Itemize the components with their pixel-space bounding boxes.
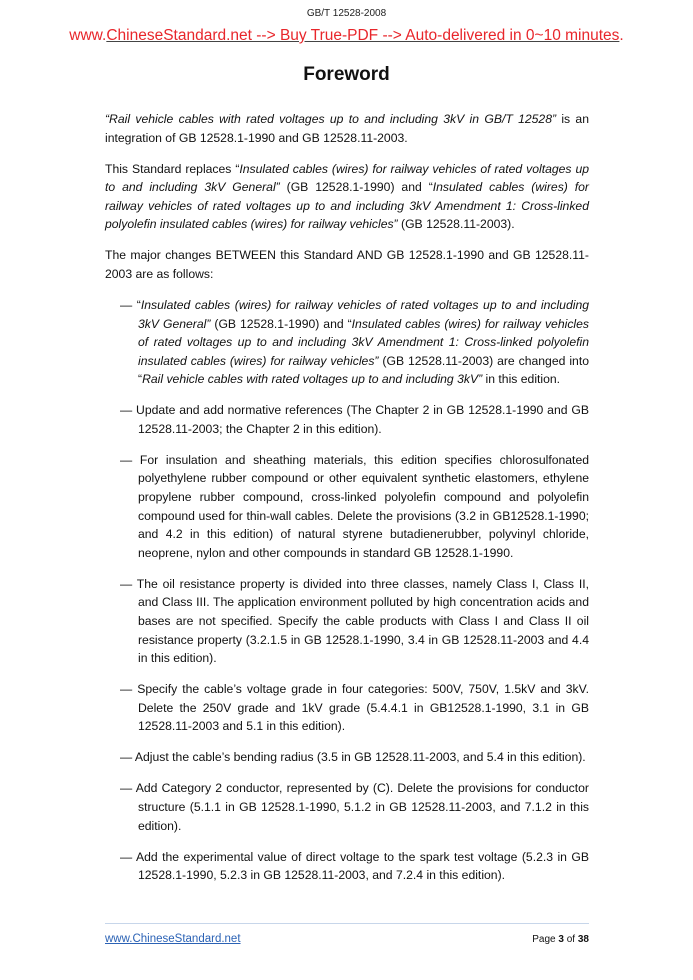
text: — The oil resistance property is divided into three classes, namely Class I, Class II, and Class III. The application environment polluted by high concentration acids and bases are not specified. Specify the cable products with Class I and Class II oil resistance property (3.2.1.5 in GB 12528.1-1990, 3.4 in GB 12528.11-2003 and 4.4 in this edition). xyxy=(120,576,589,666)
text: (GB 12528.11-2003). xyxy=(397,217,515,232)
italic-text: Insulated cables (wires) for railway vehicles of rated voltages up to and including 3kV General” xyxy=(138,297,590,331)
text: — For insulation and sheathing materials, this edition specifies chlorosulfonated polyethylene rubber compound or other equivalent synthetic elastomers, ethylene propylene rubber compound, cross-linked polyolefin compound and polyolefin compound used for thin-wall cables. Delete the provisions (3.2 in GB12528.1-1990; and 4.2 in this edition) of natural styrene butadienerubber, polyvinyl chloride, neoprene, nylon and other compounds in standard GB 12528.1-1990. xyxy=(120,452,589,560)
page-total: 38 xyxy=(577,934,589,945)
text: This Standard replaces “ xyxy=(105,161,240,176)
bullet-item xyxy=(105,575,589,668)
bullet-item xyxy=(105,296,589,389)
promo-banner[interactable] xyxy=(0,27,693,45)
paragraph xyxy=(105,246,589,283)
banner-prefix: www. xyxy=(69,27,107,44)
italic-text: “Rail vehicle cables with rated voltages up to and including 3kV in GB/T 12528” xyxy=(105,112,557,126)
text: is an integration of GB 12528.1-1990 and GB 12528.11-2003. xyxy=(105,112,589,145)
text: — Update and add normative references (The Chapter 2 in GB 12528.1-1990 and GB 12528.11-2003; the Chapter 2 in this edition). xyxy=(120,403,589,436)
document-body xyxy=(105,110,589,897)
page-prefix: Page xyxy=(532,934,559,945)
text: — Adjust the cable’s bending radius (3.5 in GB 12528.11-2003, and 5.4 in this edition). xyxy=(120,750,586,765)
banner-suffix: . xyxy=(619,27,624,44)
page-current: 3 xyxy=(558,934,564,945)
bullet-item xyxy=(105,779,589,835)
page-number xyxy=(532,934,589,945)
bullet-item xyxy=(105,748,589,767)
banner-link[interactable]: ChineseStandard.net --> Buy True-PDF --> Auto-delivered in 0~10 minutes xyxy=(106,27,620,44)
text: — Specify the cable’s voltage grade in four categories: 500V, 750V, 1.5kV and 3kV. Delete the 250V grade and 1kV grade (5.4.4.1 in GB12528.1-1990, 3.1 in GB 12528.11-2003 and 5.1 in this edition). xyxy=(120,682,589,734)
page-title: Foreword xyxy=(303,64,390,85)
bullet-item xyxy=(105,680,589,736)
text: in this edition. xyxy=(482,372,561,387)
italic-text: Insulated cables (wires) for railway vehicles of rated voltages up to and including 3kV General” xyxy=(105,161,590,195)
text: (GB 12528.1-1990) and “ xyxy=(210,316,352,331)
bullet-item xyxy=(105,848,589,885)
paragraph xyxy=(105,160,589,234)
document-id: GB/T 12528-2008 xyxy=(306,8,387,19)
italic-text: Insulated cables (wires) for railway vehicles of rated voltages up to and including 3kV Amendment 1: Cross-linked polyolefin insulated cables (wires) for railway vehicles” xyxy=(138,316,589,368)
text: (GB 12528.1-1990) and “ xyxy=(279,180,433,195)
italic-text: Rail vehicle cables with rated voltages up to and including 3kV” xyxy=(142,372,483,387)
page-of: of xyxy=(563,934,578,945)
text: The major changes BETWEEN this Standard AND GB 12528.1-1990 and GB 12528.11-2003 are as follows: xyxy=(105,248,589,281)
footer-divider xyxy=(105,923,589,924)
text: — Add Category 2 conductor, represented by (C). Delete the provisions for conductor structure (5.1.1 in GB 12528.1-1990, 5.1.2 in GB 12528.11-2003, and 7.1.2 in this edition). xyxy=(120,781,589,833)
bullet-item xyxy=(105,401,589,438)
text: — Add the experimental value of direct voltage to the spark test voltage (5.2.3 in GB 12528.1-1990, 5.2.3 in GB 12528.11-2003, and 7.2.4 in this edition). xyxy=(120,849,589,883)
text: (GB 12528.11-2003) are changed into “ xyxy=(138,353,589,387)
text: — “ xyxy=(120,297,141,312)
footer-link[interactable]: www.ChineseStandard.net xyxy=(105,933,241,945)
bullet-item xyxy=(105,451,589,563)
paragraph xyxy=(105,110,589,147)
italic-text: Insulated cables (wires) for railway vehicles of rated voltages up to and including 3kV Amendment 1: Cross-linked polyolefin insulated cables (wires) for railway vehicles” xyxy=(105,180,589,232)
